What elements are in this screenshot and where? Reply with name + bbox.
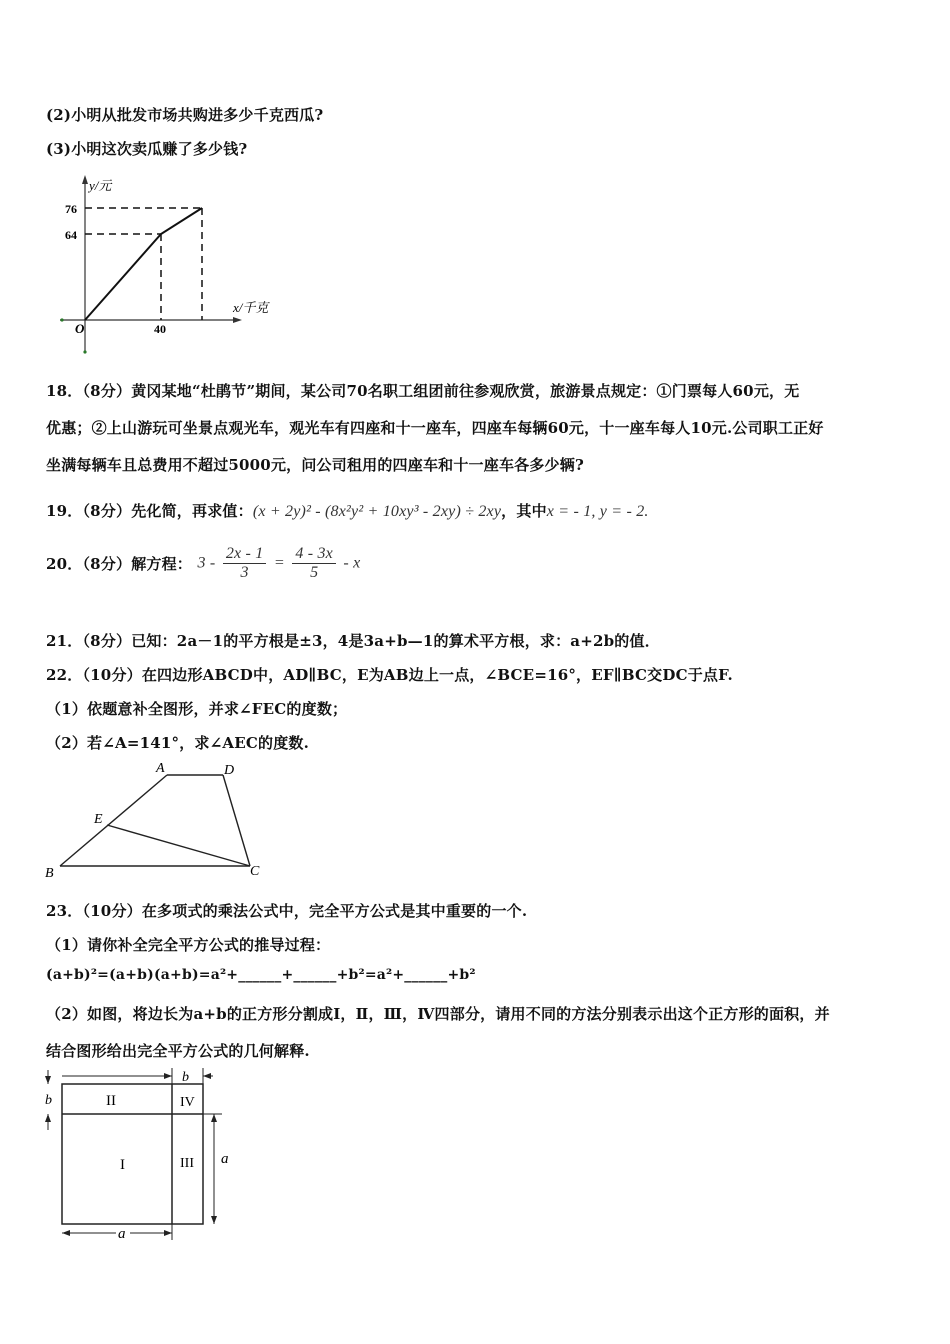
q20-frac1-den: 3 xyxy=(240,564,249,581)
price-line xyxy=(85,208,202,320)
q23-part2-line2: 结合图形给出完全平方公式的几何解释. xyxy=(46,1042,310,1060)
q23-part2-line1: （2）如图，将边长为a+b的正方形分割成Ⅰ，Ⅱ，Ⅲ，Ⅳ四部分，请用不同的方法分别表示出这个正方形的面积，并 xyxy=(46,1005,830,1023)
label-a-right: a xyxy=(221,1151,229,1167)
x-axis-arrow xyxy=(233,317,242,323)
q17-part3: (3)小明这次卖瓜赚了多少钱? xyxy=(46,140,248,158)
q18-line3: 坐满每辆车且总费用不超过5000元，问公司租用的四座车和十一座车各多少辆? xyxy=(46,456,584,474)
vertex-A: A xyxy=(156,761,165,776)
q23-formula: (a+b)²=(a+b)(a+b)=a²+______+______+b²=a²+______+b² xyxy=(46,967,476,983)
q22-figure xyxy=(40,758,280,883)
q20-frac2 xyxy=(292,545,336,582)
q20-frac2-den: 5 xyxy=(310,564,319,581)
y-tick-64: 64 xyxy=(65,228,77,242)
q19 xyxy=(46,500,649,521)
origin-label: O xyxy=(75,321,85,336)
vertex-C: C xyxy=(250,864,260,879)
region-IV: IV xyxy=(180,1095,195,1110)
q19-cond: x = - 1, y = - 2. xyxy=(546,503,649,520)
q21: 21．（8分）已知：2a－1的平方根是±3，4是3a+b—1的算术平方根，求：a+2b的值． xyxy=(46,632,660,650)
q19-expr: (x + 2y)² - (8x²y² + 10xy³ - 2xy) ÷ 2xy xyxy=(252,503,502,520)
q20-prefix: 20．（8分）解方程： xyxy=(46,555,193,573)
q20-frac2-num: 4 - 3x xyxy=(292,545,336,564)
y-label: y/元 xyxy=(89,178,112,193)
q17-graph xyxy=(55,172,295,357)
label-a-bottom: a xyxy=(118,1226,126,1242)
x-tick-40: 40 xyxy=(154,322,166,336)
q20-frac1 xyxy=(223,545,267,582)
region-III: III xyxy=(180,1156,194,1171)
q20-lhs-const: 3 - xyxy=(197,554,216,572)
q22: 22．（10分）在四边形ABCD中，AD∥BC，E为AB边上一点，∠BCE=16°，EF∥BC交DC于点F. xyxy=(46,666,733,684)
q18-line2: 优惠；②上山游玩可坐景点观光车，观光车有四座和十一座车，四座车每辆60元，十一座车每人10元.公司职工正好 xyxy=(46,419,824,437)
label-b-top: b xyxy=(182,1070,189,1085)
q18-line1: 18．（8分）黄冈某地“杜鹃节”期间，某公司70名职工组团前往参观欣赏，旅游景点规定：①门票每人60元，无 xyxy=(46,382,800,400)
y-axis-arrow xyxy=(82,175,88,184)
q20-frac1-num: 2x - 1 xyxy=(223,545,267,564)
q19-prefix: 19．（8分）先化简，再求值： xyxy=(46,502,253,520)
q20-tail: - x xyxy=(343,554,361,572)
q17-part2: (2)小明从批发市场共购进多少千克西瓜? xyxy=(46,106,324,124)
q22-part1: （1）依题意补全图形，并求∠FEC的度数； xyxy=(46,700,348,718)
q23: 23．（10分）在多项式的乘法公式中，完全平方公式是其中重要的一个. xyxy=(46,902,528,920)
q20 xyxy=(46,545,360,582)
q23-part1: （1）请你补全完全平方公式的推导过程： xyxy=(46,936,331,954)
vertex-B: B xyxy=(45,866,54,881)
q19-mid: ，其中 xyxy=(501,502,547,520)
label-b-left: b xyxy=(45,1093,52,1108)
q23-figure xyxy=(38,1065,248,1245)
region-II: II xyxy=(106,1093,116,1109)
x-label: x/千克 xyxy=(233,300,269,315)
q20-eq: = xyxy=(273,554,285,572)
y-tick-76: 76 xyxy=(65,202,77,216)
region-I: I xyxy=(120,1157,125,1173)
vertex-D: D xyxy=(224,763,235,778)
q22-part2: （2）若∠A=141°，求∠AEC的度数. xyxy=(46,734,310,752)
vertex-E: E xyxy=(94,812,103,827)
